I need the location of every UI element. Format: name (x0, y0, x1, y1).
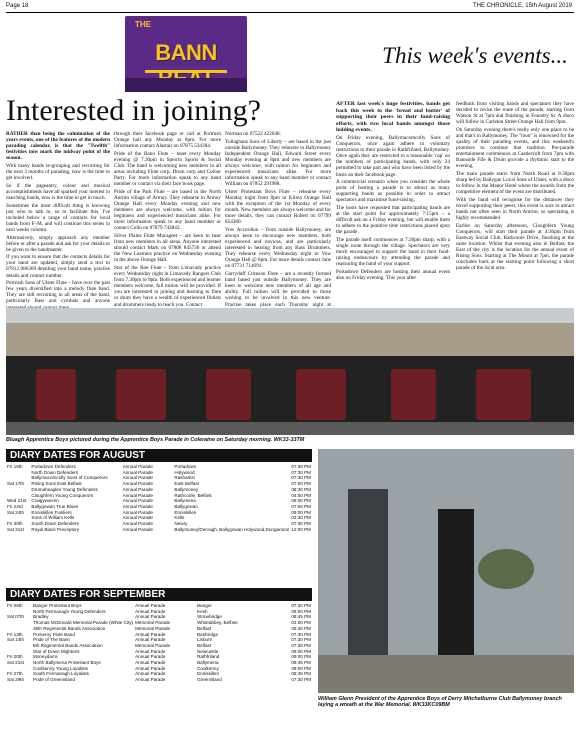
diary-event: Coolkenny Young Loyalists (33, 665, 88, 671)
diary-time: 07:30 PM (291, 521, 311, 527)
diary-time: 08:30 PM (291, 486, 311, 492)
photo-sash (296, 369, 346, 420)
paragraph: Sometimes the most difficult thing is knowing just who to talk to, so to facilitate this, I've included below a range of contacts for local bands from F–M, and will continue this series in next weeks column. (6, 202, 110, 233)
diary-time: 07:30 PM (291, 637, 311, 643)
diary-location: Ballymoney/Dervagh, Ballygowan Holywood,Dungannon (174, 526, 290, 532)
diary-location: Newry (174, 521, 188, 527)
diary-time: 07:00 PM (291, 503, 311, 509)
paragraph: Portrush Sons of Ulster Flute – have over the past few years diversified into a melody flute band. They are still recruiting in all areas of the band, particularly Bass and cymbals and anyone (6, 280, 110, 305)
logo-word: BANN (155, 40, 217, 65)
apprentice-boys-photo (6, 308, 574, 435)
diary-date: Sat 14th (7, 637, 25, 643)
side-photo-caption: William Glenn President of the Apprentice Boys of Derry Mitchelburne Club Ballymoney branch laying a wreath at the War Memorial. WK33KC09BM (318, 696, 562, 709)
diary-date: Fri 13th (7, 631, 23, 637)
paragraph: Silver Plains Flute Macageet – are keen to hear from new members in all areas. Anyone interested should contact Mark on 07808 845736 or attend the New Learners practice on Wednesday evening in the above Orange Hall. (114, 233, 221, 264)
diary-type: Annual Parade (122, 526, 153, 532)
paragraph: So if the pageantry, colour and musical accomplishments have all sparked your interest in marching bands, now is the time to get in touch. (6, 182, 110, 201)
diary-september-table (6, 603, 312, 683)
photo-sash (206, 369, 251, 420)
diary-location: Bangor (197, 603, 212, 608)
header-rule (6, 12, 574, 13)
diary-august-title: DIARY DATES FOR AUGUST (6, 449, 312, 462)
diary-time: 07:30 PM (291, 677, 311, 683)
diary-type: Annual Parade (135, 677, 166, 683)
diary-date: Fri 30th (7, 521, 23, 527)
diary-type: Annual Parade (122, 521, 153, 527)
diary-event: North Ballymena Protestant Boys (33, 660, 101, 666)
diary-time: 03:30 PM (291, 515, 311, 521)
diary-date: Fri 27th (7, 671, 23, 677)
diary-type: Annual Parade (122, 509, 153, 515)
diary-location: Coolkenny (197, 665, 219, 671)
paragraph: With many bands re-grouping and recruiting for the next 3 months of parading, now is the time to get involved. (6, 162, 110, 182)
diary-event: Portadown Defenders (31, 464, 76, 469)
diary-type: Annual Parade (135, 603, 166, 608)
diary-event: Drumaheagles Young Defenders (31, 486, 98, 492)
diary-event: Sons of William Kells (31, 515, 75, 521)
photo-sash (476, 369, 531, 420)
diary-type: Memorial Parade (135, 642, 171, 648)
diary-type: Annual Parade (122, 486, 153, 492)
paragraph: Pride of the Bann Flute – meet every Monday evening @ 7.30pm in Sperrin Sports & Social Club. The band is welcoming new members in all areas including Flute corp, Drum corp and Colour Party. For more information speak to any band member or contact via their face book page. (114, 150, 221, 188)
paragraph: If you want to ensure that the contacts details for your band are updated, simply send a text to 07812 086369 detailing your band name, practise details and contact number. (6, 254, 110, 279)
paragraph: The main parade starts from North Road at 8:30pm sharp led by Ballygan Loyal Sons of Ulster, with a disco to follow in the Manor Hotel where the awards from the competitive element of the event are distributed. (456, 171, 574, 196)
paragraph: Star of the Roe Flute – from Limavady practice every Wednesday night in Limavady Rangers Club from 7.30pm to 9pm. Both experienced and learner members welcome, full tuition will be provided. If you are interested in joining and learning to flute or drum they have a wealth of experienced flutists and drummers ready to teach you. Contact (114, 264, 221, 308)
diary-location: Rathfriland (197, 654, 220, 660)
diary-august (6, 449, 312, 532)
diary-location: Greenisland (197, 677, 222, 683)
diary-row (6, 677, 312, 683)
diary-time: 12:00 PM (291, 526, 311, 532)
diary-location: East Belfast (174, 481, 199, 487)
diary-type: Annual Parade (122, 469, 153, 475)
paragraph: Garryduff Crimson Flute – are a recently formed band based just outside Ballymoney. They are keen to welcome new members of all age and ability. Full tuition will be provided to those wishing to be involved in this new venture. Practise takes place each Thursday night at (225, 271, 331, 308)
diary-time: 09:00 PM (291, 654, 311, 660)
diary-location: Rasharkin (174, 475, 196, 481)
diary-event: Pomeroy Flute Band (33, 631, 75, 637)
photo-sash (391, 369, 436, 420)
diary-location: Banbridge (197, 631, 219, 637)
diary-time: 08:00 PM (291, 608, 311, 614)
diary-type: Annual Parade (135, 648, 166, 654)
diary-date: Fri 06th (7, 603, 23, 608)
paragraph: RATHER than being the culmination of the years events, one of the features of the modern parading calendar, is that the "Twelfth" festivities now mark the midway point of the season. (6, 131, 110, 162)
diary-time: 07:00 PM (291, 481, 311, 487)
diary-location: Rathcoole, Belfast (174, 492, 212, 498)
diary-event: Ballymacomcolly Sons of Conquerors (31, 475, 108, 481)
diary-event: Bangor Protestant Boys (33, 603, 82, 608)
diary-event: Thomas McDonald Memorial Parade (White City) (33, 620, 134, 626)
diary-time: 07:30 PM (291, 464, 311, 469)
diary-date: Sat 29th (7, 677, 25, 683)
diary-type: Annual Parade (135, 637, 166, 643)
diary-type: Annual Parade (135, 631, 166, 637)
diary-type: Annual Parade (135, 671, 166, 677)
paragraph: Pride of the Park Flute – are based in the North Antrim village of Armoy. They rehearse in Armoy Orange Hall every Monday evening and new members are always welcome, with tuition for beginners and experienced musicians alike. For more information speak to any band member or contact Colin on 07879 743843. (114, 188, 221, 232)
diary-location: Kells (174, 515, 185, 521)
photo-road (6, 422, 574, 435)
diary-event: Enniskillen Fusiliers (31, 509, 72, 515)
diary-date: Sat 24th (7, 509, 25, 515)
diary-event: North Down Defenders (31, 469, 79, 475)
photo-sash (36, 369, 76, 420)
diary-event: Craigywarren (31, 498, 59, 504)
paragraph: The hosts have requested that participating bands are at the start point for approximately 7:15pm – a difficult ask on a Friday evening, but will enable them to adhere to the punitive time restrictions placed upon the parade. (336, 205, 450, 236)
bann-beat-logo (125, 16, 247, 92)
photo-ground (318, 655, 574, 693)
diary-type: Annual Parade (135, 608, 166, 614)
paragraph: On Saturday evening there's really only one place to be and that's in Ballymoney. The "loon" is renowned for the quality of their parading events, and this weekend's promises to continue that tradition. Pre-parade entertainment commences at Castlecroft from 7pm with Bannside Fife & Drum provide a rhythmic start to the evening. (456, 126, 574, 170)
diary-event: Pride of The Bann (33, 637, 70, 643)
diary-time: 09:00 PM (291, 648, 311, 654)
diary-date: Sat 17th (7, 481, 25, 487)
paragraph: On Friday evening, Ballymacomcolly Sons of Conquerors, once again adhere to voluntary restrictions to their parade in Rathfriland, Ballymoney. Once again they are restricted to a reasonable 'cap' on the numbers of participating bands, with only 24 permitted to take part and who have been listed by the hosts on their facebook page. (336, 135, 450, 178)
diary-type: Memorial Parade (135, 620, 171, 626)
diary-type: Annual Parade (135, 665, 166, 671)
diary-location: Whiteabbey, Belfast (197, 620, 238, 626)
diary-location: Enniskillen (174, 509, 197, 515)
photo-wreath (478, 549, 534, 589)
diary-location: Portadown (174, 464, 197, 469)
diary-event: North Fermanagh Young Defenders (33, 608, 106, 614)
paragraph: Vow Accordion – from outside Ballymoney, are always keen to encourage new members, both experienced and novices, and are particularly interested in hearing from any Bass Drummers. They rehearse every Wednesday night in Vow Orange Hall @ 8pm. For more details contact Jane on 07731 714691. (225, 226, 331, 270)
diary-date: Fri 23rd (7, 503, 23, 509)
war-memorial-photo (318, 449, 574, 693)
paragraph: Norman on 07522 422048. (225, 131, 281, 137)
page-header (0, 2, 580, 14)
lead-paragraph: AFTER last week's huge festivities, bands get back this week to the 'bread and butter' of supporting their peers in their fund-raising efforts, with two local bands amongst those holding events. (336, 101, 450, 133)
publication-line: THE CHRONICLE, 15th August 2019 (472, 3, 572, 9)
paragraph: Ulster Protestant Boys Flute – rehearse every Monday night from 8pm in Kilrea Orange Hall with the exception of the 1st Monday of every month. New members are always welcome and for more details, they can contact Robert on 07799 854380. (225, 188, 331, 226)
diary-time: 07:30 PM (291, 469, 311, 475)
diary-event: Bradley (33, 614, 49, 620)
headline: Interested in joining? (6, 94, 261, 127)
diary-event: South Fermanagh Loyalists (33, 671, 89, 677)
diary-location: Belfast (197, 642, 212, 648)
diary-august-table (6, 464, 312, 532)
diary-location: Enniskillen (197, 671, 220, 677)
diary-event: Rising Sons East Belfast (31, 481, 82, 487)
column-2 (114, 131, 221, 308)
diary-time: 09:00 PM (291, 509, 311, 515)
diary-event: 8th Regimental Bands Association (33, 642, 103, 648)
diary-time: 08:45 PM (291, 660, 311, 666)
paragraph: Tullaghans Sons of Liberty – are based in the just outside Ballymoney. They rehearse in Ballymoney Independent Orange Hall, Edward Street every Monday evening at 8pm and new members are always welcome, with tuition for beginners and experienced musicians alike. For more information speak to any band member or contact William on 07852 291988. (225, 138, 331, 188)
paragraph: With the band will recognise for the distances they travel supporting their peers, this event is sure to attract bands not often seen in North Antrim, so spectating is highly recommended. (456, 196, 574, 222)
diary-date: Sat 31st (7, 526, 24, 532)
diary-time: 07:30 PM (291, 603, 311, 608)
diary-event: Ballygowan True Blues (31, 503, 79, 509)
diary-time: 08:45 PM (291, 671, 311, 677)
diary-september-title: DIARY DATES FOR SEPTEMBER (6, 588, 312, 601)
diary-row (6, 527, 312, 533)
page-number: Page 18 (6, 3, 29, 9)
diary-date: Wed 21st (7, 498, 27, 504)
diary-location: Ballymena (174, 498, 196, 504)
diary-time: 08:45 PM (291, 614, 311, 620)
diary-time: 04:00 PM (291, 620, 311, 626)
diary-time: 04:00 PM (291, 492, 311, 498)
logo-the: THE (135, 20, 151, 29)
diary-date: Sat 21st (7, 660, 24, 666)
diary-type: Annual Parade (135, 660, 166, 666)
diary-type: Annual Parade (122, 481, 153, 487)
logo-band (125, 78, 247, 92)
paragraph: The parade itself commences at 7:30pm sharp, with a single route through the village. Spectators are very much encouraged to support the band in their fund-raising endeavours by attending the parade and reassuring the band of your support. (336, 237, 450, 268)
diary-type: Annual Parade (122, 498, 153, 504)
diary-location: Ballygowan (174, 503, 198, 509)
diary-time: 08:00 PM (291, 665, 311, 671)
diary-time: 07:30 PM (291, 642, 311, 648)
paragraph: A commercial scenario when you consider the whole point of hosting a parade is to attract as many supporting bands as possible in order to attract spectators and maximise fund-raising. (336, 179, 450, 204)
paragraph: Earlier on Saturday afternoon, Cloughfern Young Conquerors, will start their parade at 4:30pm from Eastway Social Club, Rathcoole Drive, finishing at the same location. Whilst that evening also in Belfast, the East of the city is the location for the annual event of Rising Sons. Starting at The Mount at 7pm, the parade concludes back at the starting point following a short parade of the local area. (456, 222, 574, 272)
diary-type: Annual Parade (122, 515, 153, 521)
diary-type: Annual Parade (122, 492, 153, 498)
diary-location: Kesh (197, 608, 208, 614)
diary-location: Holywood (174, 469, 195, 475)
diary-location: Newcastle (197, 648, 219, 654)
diary-time: 07:30 PM (291, 475, 311, 481)
diary-date: Fri 20th (7, 654, 23, 660)
diary-type: Annual Parade (122, 475, 153, 481)
diary-time: 05:30 PM (291, 625, 311, 631)
diary-type: Annual Parade (135, 614, 166, 620)
diary-time: 08:00 PM (291, 498, 311, 504)
diary-date: Sat 07th (7, 614, 25, 620)
diary-location: Ballymena (197, 660, 219, 666)
diary-location: Ballymoney (174, 486, 199, 492)
this-weeks-events-title: This week's events... (382, 43, 568, 68)
diary-type: Annual Parade (122, 503, 153, 509)
paragraph: through their facebook page or call at Portrush Orange hall any Monday at 8pm. For more information contact Alastair on 07875 534384. (114, 131, 221, 150)
logo-bar (145, 70, 227, 73)
diary-date: Fri 16th (7, 464, 23, 469)
diary-event: South Down Defenders (31, 521, 79, 527)
column-3 (225, 131, 331, 308)
paragraph: Alternatively, simply approach any member before or after a parade and ask for your details to be given to the bandmaster. (6, 234, 110, 253)
diary-september (6, 588, 312, 683)
diary-type: Annual Parade (122, 464, 153, 469)
diary-location: Stonebridge (197, 614, 222, 620)
photo-sash (116, 369, 166, 420)
paragraph: feedback from visiting bands and spectators they have decided to revise the route of the parade, starting from Watson St at 7pm and finishing in Foundry St. A disco will follow in Carleton Street Orange Hall from 9pm. (456, 101, 574, 126)
diary-location: Lisburn (197, 637, 213, 643)
photo-caption: Bluagh Apprentice Boys pictured during the Apprentice Boys Parade in Coleraine on Saturday morning. WK33-33TM (6, 437, 305, 443)
diary-event: Star of Down Mightens (33, 648, 80, 654)
diary-event: Moneydarra (33, 654, 58, 660)
paragraph: Portadown Defenders are hosting their annual event also on Friday evening. This year after (336, 268, 450, 282)
diary-time: 07:30 PM (291, 631, 311, 637)
column-1 (6, 131, 110, 304)
diary-location: Belfast (197, 625, 212, 631)
diary-event: Royal Black Preceptory (31, 526, 80, 532)
diary-type: Annual Parade (135, 654, 166, 660)
diary-type: Memorial Parade (135, 625, 171, 631)
diary-event: 36th Regimental Bands Association (33, 625, 106, 631)
diary-event: Pride of Greenisland (33, 677, 75, 683)
diary-event: Cloughfern Young Conquerors (31, 492, 94, 498)
